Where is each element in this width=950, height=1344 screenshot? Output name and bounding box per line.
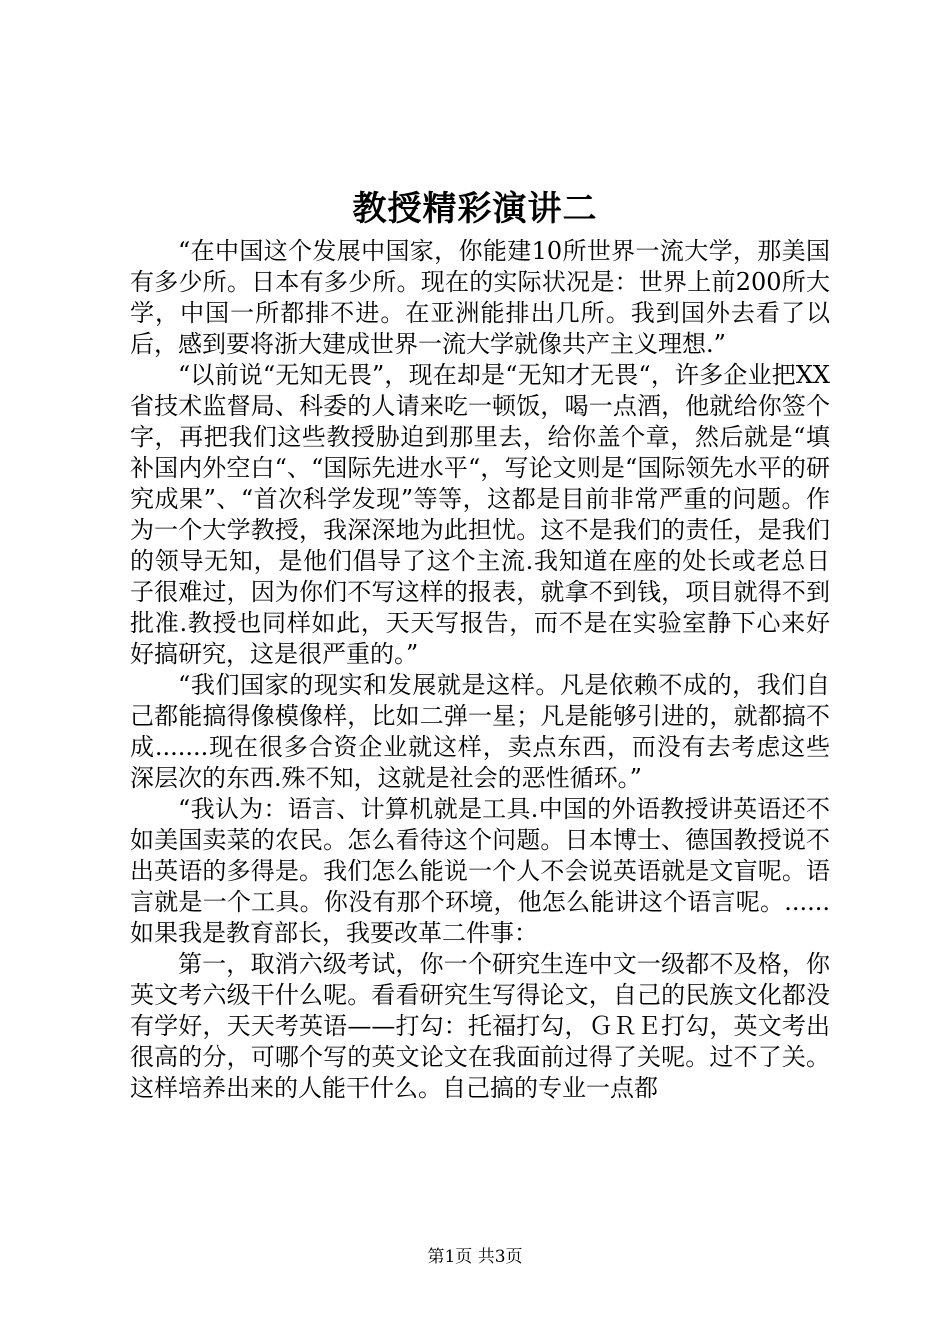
- paragraph: “我们国家的现实和发展就是这样。凡是依赖不成的，我们自己都能搞得像模像样，比如二弹一星；凡是能够引进的，就都搞不成.......现在很多合资企业就这样，卖点东西，而没有去考虑这些深层次的东西.殊不知，这就是社会的恶性循环。”: [130, 671, 830, 792]
- paragraph: “我认为：语言、计算机就是工具.中国的外语教授讲英语还不如美国卖菜的农民。怎么看待这个问题。日本博士、德国教授说不出英语的多得是。我们怎么能说一个人不会说英语就是文盲呢。语言就是一个工具。你没有那个环境，他怎么能讲这个语言呢。......如果我是教育部长，我要改革二件事：: [130, 795, 830, 947]
- paragraph: “在中国这个发展中国家，你能建10所世界一流大学，那美国有多少所。日本有多少所。现在的实际状况是：世界上前200所大学，中国一所都排不进。在亚洲能排出几所。我到国外去看了以后，感到要将浙大建成世界一流大学就像共产主义理想.”: [130, 237, 830, 358]
- paragraph: “以前说“无知无畏”，现在却是“无知才无畏“，许多企业把XX省技术监督局、科委的人请来吃一顿饭，喝一点酒，他就给你签个字，再把我们这些教授胁迫到那里去，给你盖个章，然后就是“填补国内外空白“、“国际先进水平“，写论文则是“国际领先水平的研究成果”、“首次科学发现”等等，这都是目前非常严重的问题。作为一个大学教授，我深深地为此担忧。这不是我们的责任，是我们的领导无知，是他们倡导了这个主流.我知道在座的处长或老总日子很难过，因为你们不写这样的报表，就拿不到钱，项目就得不到批准.教授也同样如此，天天写报告，而不是在实验室静下心来好好搞研究，这是很严重的。”: [130, 361, 830, 668]
- document-body: [130, 236, 830, 1104]
- document-title: 教授精彩演讲二: [352, 189, 598, 229]
- paragraph: 第一，取消六级考试，你一个研究生连中文一级都不及格，你英文考六级干什么呢。看看研究生写得论文，自己的民族文化都没有学好，天天考英语——打勾：托福打勾，ＧＲＥ打勾，英文考出很高的分，可哪个写的英文论文在我面前过得了关呢。过不了关。这样培养出来的人能干什么。自己搞的专业一点都: [130, 950, 830, 1102]
- page-footer: 第1页 共3页: [427, 1247, 523, 1267]
